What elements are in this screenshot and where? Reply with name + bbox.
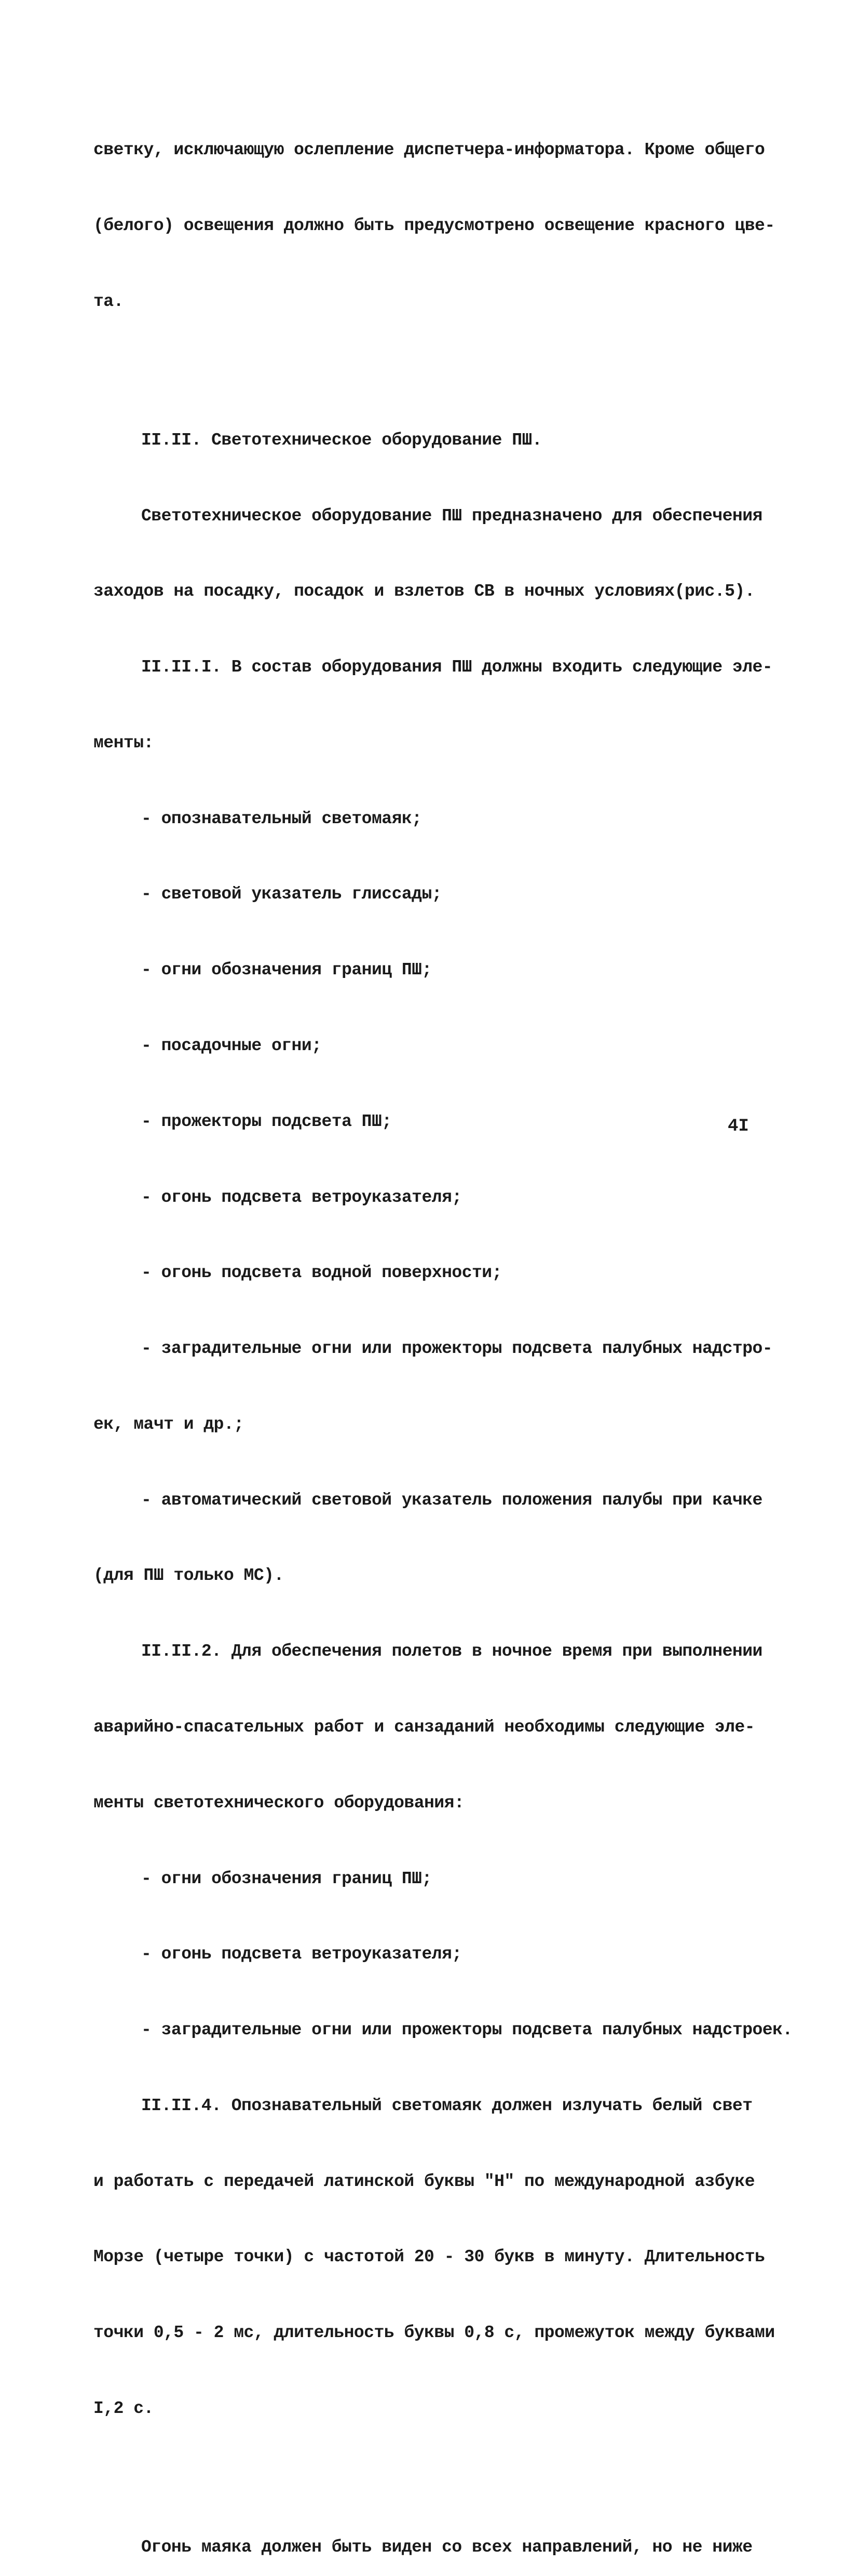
- text-line: II.II.2. Для обеспечения полетов в ночное время при выполнении: [141, 1642, 762, 1661]
- text-line: светку, исключающую ослепление диспетчера-информатора. Кроме общего: [93, 140, 765, 160]
- text-line: (для ПШ только МС).: [93, 1566, 284, 1586]
- list-item: - заградительные огни или прожекторы подсвета палубных надстро-: [141, 1339, 773, 1359]
- list-item: - огонь подсвета ветроуказателя;: [141, 1944, 462, 1964]
- text-line: Морзе (четыре точки) с частотой 20 - 30 букв в минуту. Длительность: [93, 2247, 765, 2267]
- text-line: ек, мачт и др.;: [93, 1414, 244, 1434]
- text-line: Светотехническое оборудование ПШ предназначено для обеспечения: [141, 506, 762, 526]
- text-line: аварийно-спасательных работ и санзаданий необходимы следующие эле-: [93, 1718, 755, 1737]
- list-item: - огни обозначения границ ПШ;: [141, 1869, 432, 1888]
- list-item: - прожекторы подсвета ПШ;: [141, 1111, 392, 1131]
- text-line: заходов на посадку, посадок и взлетов СВ в ночных условиях(рис.5).: [93, 582, 755, 601]
- list-item: - посадочные огни;: [141, 1036, 322, 1055]
- text-line: (белого) освещения должно быть предусмотрено освещение красного цве-: [93, 216, 775, 235]
- text-line: точки 0,5 - 2 мс, длительность буквы 0,8 с, промежуток между буквами: [93, 2323, 775, 2343]
- text-line: менты светотехнического оборудования:: [93, 1793, 465, 1813]
- page-number: 4I: [728, 1117, 749, 1136]
- list-item: - автоматический световой указатель положения палубы при качке: [141, 1490, 762, 1510]
- paragraph-gap: [93, 365, 789, 378]
- list-item: - опознавательный светомаяк;: [141, 809, 422, 828]
- list-item: - огонь подсвета водной поверхности;: [141, 1263, 502, 1283]
- text-line: Огонь маяка должен быть виден со всех направлений, но не ниже: [141, 2538, 753, 2557]
- text-line: и работать с передачей латинской буквы "Н" по международной азбуке: [93, 2171, 755, 2191]
- list-item: - заградительные огни или прожекторы подсвета палубных надстроек.: [141, 2020, 793, 2040]
- body-text: [93, 87, 793, 2576]
- text-line: менты:: [93, 733, 154, 753]
- text-line: II.II.I. В состав оборудования ПШ должны входить следующие эле-: [141, 658, 773, 677]
- list-item: - огонь подсвета ветроуказателя;: [141, 1187, 462, 1207]
- paragraph-gap: [93, 2472, 789, 2485]
- section-heading: II.II. Светотехническое оборудование ПШ.: [141, 430, 542, 450]
- text-line: I,2 с.: [93, 2399, 154, 2419]
- text-line: II.II.4. Опознавательный светомаяк должен излучать белый свет: [141, 2096, 753, 2115]
- text-line: та.: [93, 291, 124, 311]
- list-item: - световой указатель глиссады;: [141, 884, 442, 904]
- list-item: - огни обозначения границ ПШ;: [141, 960, 432, 980]
